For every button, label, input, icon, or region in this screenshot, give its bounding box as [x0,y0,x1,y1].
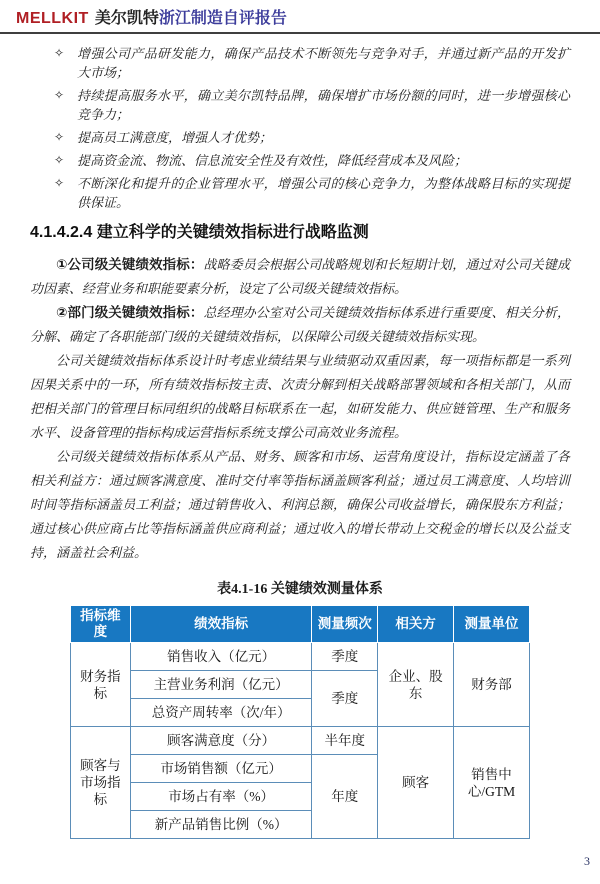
document-title: 浙江制造自评报告 [158,10,287,27]
bullet-text: 提高资金流、物流、信息流安全性及有效性，降低经营成本及风险； [77,153,468,168]
table-row [71,643,530,671]
bullet-text: 持续提高服务水平，确立美尔凯特品牌，确保增扩市场份额的同时，进一步增强核心竞争力； [77,88,570,122]
cell-stakeholder: 顾客 [378,727,454,839]
diamond-bullet-icon: ✧ [54,130,65,144]
diamond-bullet-icon: ✧ [54,176,65,190]
col-header-frequency: 测量频次 [312,606,378,643]
cell-frequency: 年度 [312,755,378,839]
cell-indicator: 总资产周转率（次/年） [130,699,312,727]
running-header [0,0,600,34]
bullet-text: 不断深化和提升的企业管理水平，增强公司的核心竞争力，为整体战略目标的实现提供保证。 [77,176,570,210]
paragraph-text: 公司关键绩效指标体系设计时考虑业绩结果与业绩驱动双重因素，每一项指标都是一系列因果关系中的一环，所有绩效指标按主责、次责分解到相关战略部署领域和各相关部门，从而把相关部门的管理目标同组织的战略目标联系在一起，如研发能力、供应链管理、生产和服务水平、设备管理的指标构成运营指标系统支撑公司高效业务流程。 [30,353,570,440]
cell-stakeholder: 企业、股东 [378,643,454,727]
paragraph-company-kpi [30,253,570,301]
table-caption: 表4.1-16 关键绩效测量体系 [217,582,383,597]
cell-unit: 销售中心/GTM [454,727,530,839]
col-header-stakeholder: 相关方 [378,606,454,643]
paragraph-lead: ①公司级关键绩效指标： [56,257,204,272]
paragraph-stakeholders [30,445,570,565]
cell-unit: 财务部 [454,643,530,727]
strategy-goal-list [30,44,570,212]
kpi-measurement-table [70,605,530,839]
paragraph-text: 总经理办公室对公司关键绩效指标体系进行重要度、相关分析，分解、确定了各职能部门级的关键绩效指标，以保障公司级关键绩效指标实现。 [30,305,570,344]
diamond-bullet-icon: ✧ [54,88,65,102]
list-item [30,44,570,82]
section-heading: 4.1.4.2.4 建立科学的关键绩效指标进行战略监测 [30,224,369,241]
paragraph-text: 公司级关键绩效指标体系从产品、财务、顾客和市场、运营角度设计，指标设定涵盖了各相关利益方：通过顾客满意度、准时交付率等指标涵盖顾客利益；通过员工满意度、人均培训时间等指标涵盖员工利益；通过销售收入、利润总额，确保公司收益增长，确保股东方利益；通过核心供应商占比等指标涵盖供应商利益；通过收入的增长带动上交税金的增长以及公益支持，涵盖社会利益。 [30,449,570,560]
list-item [30,151,570,170]
table-header-row [71,606,530,643]
diamond-bullet-icon: ✧ [54,46,65,60]
paragraph-lead: ②部门级关键绩效指标： [56,305,204,320]
cell-dimension: 财务指标 [71,643,131,727]
col-header-dimension: 指标维度 [71,606,131,643]
cell-frequency: 季度 [312,671,378,727]
paragraph-kpi-design [30,349,570,445]
bullet-text: 提高员工满意度，增强人才优势； [77,130,273,145]
cell-indicator: 市场销售额（亿元） [130,755,312,783]
list-item [30,128,570,147]
cell-indicator: 市场占有率（%） [130,783,312,811]
cell-indicator: 新产品销售比例（%） [130,811,312,839]
cell-indicator: 顾客满意度（分） [130,727,312,755]
cell-indicator: 销售收入（亿元） [130,643,312,671]
cell-indicator: 主营业务利润（亿元） [130,671,312,699]
paragraph-department-kpi [30,301,570,349]
col-header-unit: 测量单位 [454,606,530,643]
list-item [30,86,570,124]
table-row [71,727,530,755]
cell-frequency: 半年度 [312,727,378,755]
bullet-text: 增强公司产品研发能力，确保产品技术不断领先与竞争对手，并通过新产品的开发扩大市场； [77,46,570,80]
brand-name-cn: 美尔凯特 [94,10,159,27]
list-item [30,174,570,212]
page-body [30,44,570,839]
page-number: 3 [584,854,590,868]
diamond-bullet-icon: ✧ [54,153,65,167]
paragraph-text: 战略委员会根据公司战略规划和长短期计划，通过对公司关键成功因素、经营业务和职能要素分析，设定了公司级关键绩效指标。 [30,257,570,296]
cell-dimension: 顾客与市场指标 [71,727,131,839]
brand-logo-text: MELLKIT [16,10,89,27]
col-header-indicator: 绩效指标 [130,606,312,643]
cell-frequency: 季度 [312,643,378,671]
